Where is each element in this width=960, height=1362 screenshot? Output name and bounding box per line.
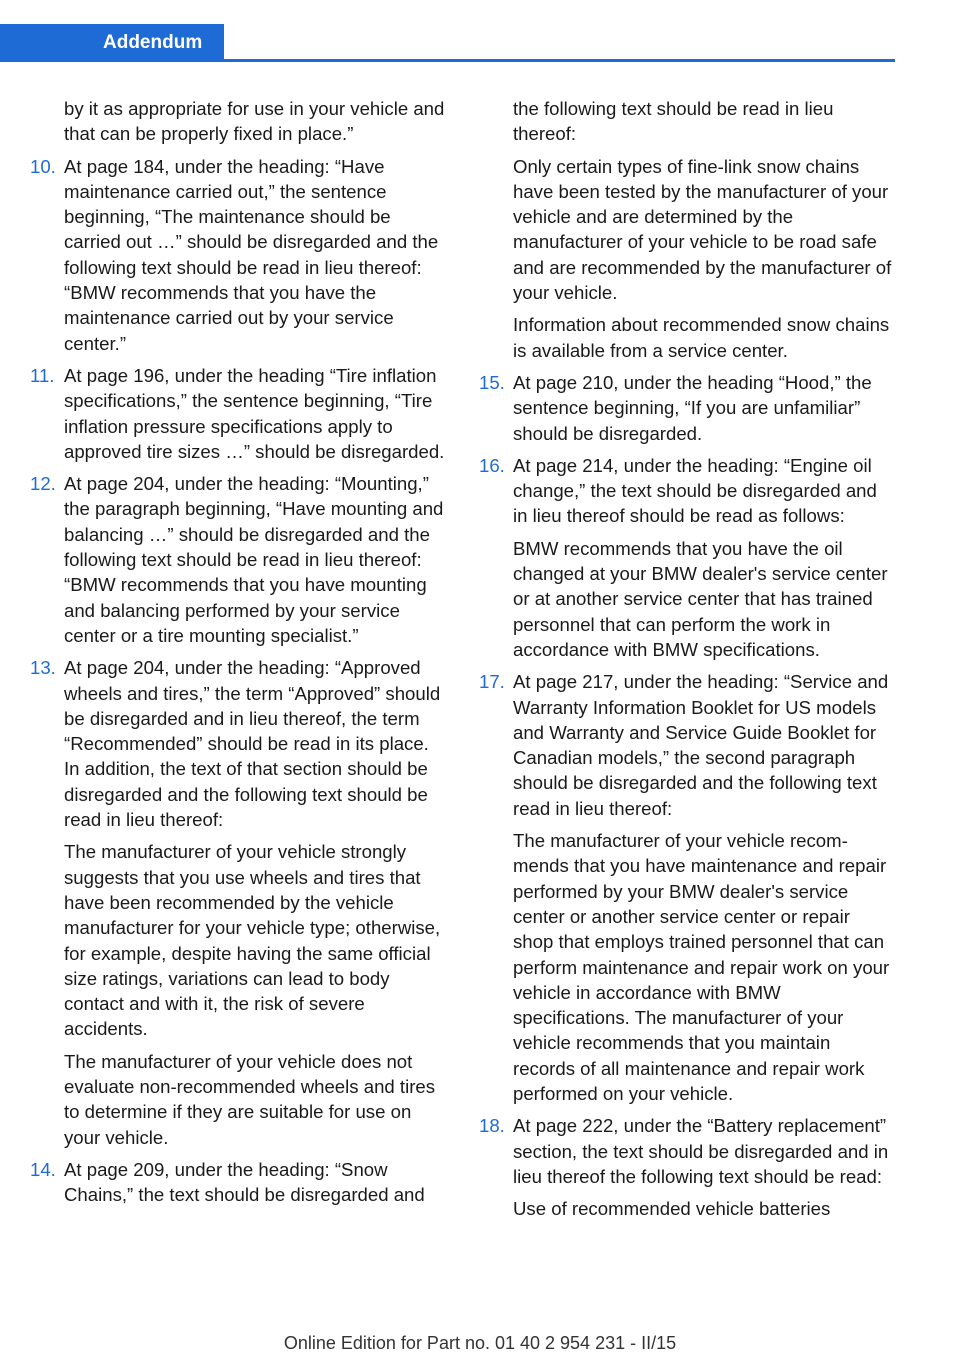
continuation-text: by it as appropriate for use in your vehicle and that can be properly fixed in place.” — [64, 98, 445, 145]
section-header-tab — [0, 24, 224, 62]
item-number: 14. — [30, 1158, 56, 1180]
list-item — [479, 669, 895, 821]
item-number: 11. — [30, 364, 55, 386]
header-rule — [224, 59, 895, 62]
list-item — [30, 655, 446, 832]
list-item — [30, 154, 446, 356]
continuation-text: the following text should be read in lieu thereof: — [513, 98, 834, 145]
item-text: At page 196, under the heading “Tire inflation specifications,” the sentence beginning, “Tire inflation pressure specifications apply to approved tire sizes …” should be disregarded. — [64, 364, 445, 462]
list-item — [479, 1113, 895, 1189]
item-text: At page 204, under the heading: “Approved wheels and tires,” the term “Approved” should be disregarded and in lieu thereof, the term “Recommended” should be read in its place. In addition, the text of that section should be disregarded and the following text should be read in lieu thereof: — [64, 657, 441, 831]
list-item — [479, 453, 895, 529]
item-text: At page 204, under the heading: “Mounting,” the paragraph beginning, “Have mounting and balancing …” should be disregarded and the following text should be read in lieu thereof: “BMW recommends that you have mounting and balancing performed by your service center or a tire mounting specialist.” — [64, 473, 444, 646]
section-title: Addendum — [103, 32, 203, 53]
item-text: At page 217, under the heading: “Service and Warranty Information Booklet for US models and Warranty and Service Guide Booklet for Canadian models,” the second paragraph should be disregarded and the following text read in lieu thereof: — [513, 671, 889, 819]
item-number: 15. — [479, 371, 505, 393]
list-item — [30, 1157, 446, 1208]
right-column — [479, 96, 895, 1228]
item-number: 13. — [30, 657, 56, 679]
body-paragraph: The manufacturer of your vehicle strongly suggests that you use wheels and tires that have been recommended by the vehicle manufacturer for your vehicle type; otherwise, for example, despite having the same official size ratings, variations can lead to body contact and with it, the risk of severe accidents. — [64, 841, 441, 1040]
item-number: 12. — [30, 473, 56, 495]
item-text: At page 210, under the heading “Hood,” the sentence beginning, “If you are unfamiliar” should be disregarded. — [513, 371, 872, 444]
item-text: At page 222, under the “Battery replacement” section, the text should be disregarded and in lieu thereof the following text should be read: — [513, 1115, 889, 1187]
body-paragraph: Only certain types of fine-link snow chains have been tested by the manufacturer of your vehicle and are determined by the manufacturer of your vehicle to be road safe and are recommended by the manufacturer of your vehicle. — [513, 155, 892, 304]
body-paragraph: BMW recommends that you have the oil changed at your BMW dealer's service center or at another service center that has trained personnel that can perform the work in accordance with BMW specifications. — [513, 537, 888, 660]
item-text: At page 214, under the heading: “Engine oil change,” the text should be disregarded and in lieu thereof should be read as follows: — [513, 454, 877, 527]
list-item — [479, 370, 895, 446]
item-number: 17. — [479, 671, 505, 693]
body-paragraph: Use of recommended vehicle batteries — [513, 1198, 831, 1220]
body-paragraph: Information about recommended snow chains is available from a service center. — [513, 314, 890, 361]
item-number: 10. — [30, 155, 56, 177]
list-item — [30, 363, 446, 464]
item-number: 16. — [479, 454, 505, 476]
left-column — [30, 96, 446, 1214]
list-item — [30, 471, 446, 648]
item-text: At page 184, under the heading: “Have maintenance carried out,” the sentence beginning, “The maintenance should be carried out …” should be disregarded and the following text should be read in lieu thereof: “BMW recommends that you have the maintenance carried out by your service center.” — [64, 155, 439, 354]
item-text: At page 209, under the heading: “Snow Chains,” the text should be disregarded and — [64, 1158, 425, 1206]
body-paragraph: The manufacturer of your vehicle does not evaluate non-recommended wheels and tires to determine if they are suitable for use on your vehicle. — [64, 1050, 436, 1148]
item-number: 18. — [479, 1115, 505, 1137]
page-footer: Online Edition for Part no. 01 40 2 954 231 - II/15 — [283, 1333, 677, 1353]
body-paragraph: The manufacturer of your vehicle recommends that you have maintenance and repair performed by your BMW dealer's service center or another service center or repair shop that employs trained personnel that can perform maintenance and repair work on your vehicle in accordance with BMW specifications. The manufacturer of your vehicle recommends that you maintain records of all maintenance and repair work performed on your vehicle. — [513, 830, 890, 1104]
